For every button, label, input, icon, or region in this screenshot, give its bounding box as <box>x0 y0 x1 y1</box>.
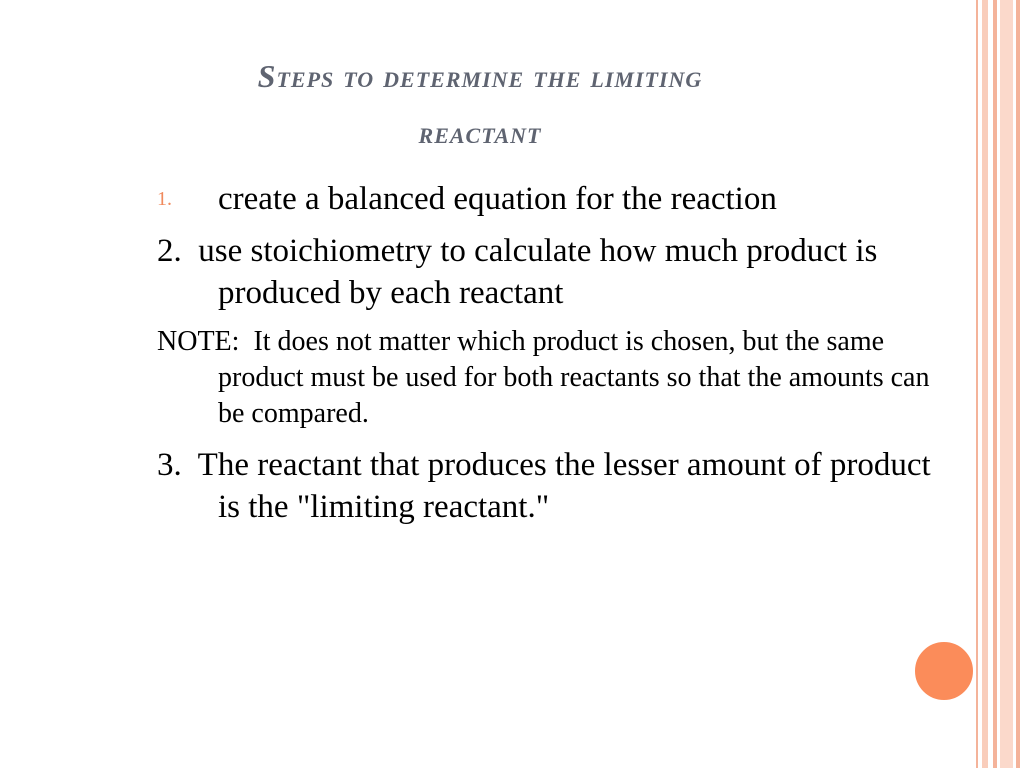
list-item-text: use stoichiometry to calculate how much product is produced by each reactant <box>198 233 878 311</box>
list-marker: 1. <box>157 188 172 210</box>
decorative-circle <box>913 640 975 702</box>
note-text: It does not matter which product is chosen, but the same product must be used for both reactants so that the amounts can be compared. <box>218 326 930 429</box>
slide-body <box>157 178 957 538</box>
list-marker: 2. <box>157 233 182 269</box>
title-line-2: reactant <box>418 114 542 150</box>
slide-title <box>80 48 880 160</box>
decorative-stripe <box>1000 0 1013 768</box>
decorative-stripe <box>976 0 978 768</box>
title-line-1: Steps to determine the limiting <box>257 58 703 94</box>
list-item-text: The reactant that produces the lesser amount of product is the "limiting reactant." <box>197 447 931 525</box>
list-item-3 <box>157 444 957 528</box>
note-item <box>157 324 957 432</box>
decorative-stripe <box>993 0 997 768</box>
decorative-stripe <box>982 0 988 768</box>
list-item-text: create a balanced equation for the reaction <box>218 181 777 217</box>
list-marker: 3. <box>157 447 182 483</box>
list-item-1 <box>157 178 957 220</box>
note-label: NOTE: <box>157 326 240 357</box>
list-item-2 <box>157 230 957 314</box>
decorative-stripe <box>1016 0 1020 768</box>
